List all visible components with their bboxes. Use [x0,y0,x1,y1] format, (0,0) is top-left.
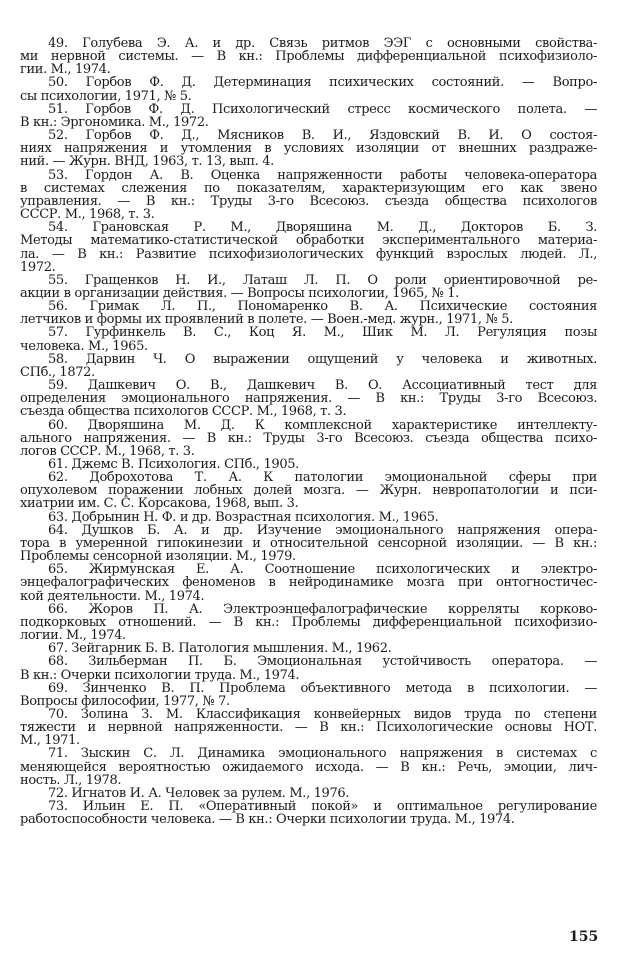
reference-line: 52. Горбов Ф. Д., Мясников В. И., Яздовский В. И. О состоя- [48,129,597,143]
reference-entry-60 [20,419,597,458]
reference-line: 62. Доброхотова Т. А. К патологии эмоциональной сферы при [48,471,597,485]
reference-line: акции в организации действия. — Вопросы психологии, 1965, № 1. [20,286,459,301]
reference-line: тора в умеренной гипокинезии и относительной сенсорной изоляции. — В кн.: [20,536,597,551]
reference-line: СПб., 1872. [20,365,95,380]
reference-line: логии. М., 1974. [20,629,126,643]
reference-line: 70. Золина З. М. Классификация конвейерных видов труда по степени [48,707,597,722]
reference-line: ниях напряжения и утомления в условиях изоляции от внешних раздраже- [20,142,597,156]
reference-line: 50. Горбов Ф. Д. Детерминация психических состояний. — Вопро- [48,76,597,90]
reference-entry-50 [20,76,597,102]
reference-line: 66. Жоров П. А. Электроэнцефалографические корреляты корково- [48,602,597,616]
reference-entry-65 [20,563,597,602]
reference-line: 60. Дворяшина М. Д. К комплексной характеристике интеллекту- [48,418,597,432]
reference-line: Проблемы сенсорной изоляции. М., 1979. [20,550,296,564]
reference-line: энцефалографических феноменов в нейродинамике мозга при онтогностичес- [20,576,597,590]
reference-line: 56. Гримак Л. П., Пономаренко В. А. Психические состояния [48,300,597,314]
reference-entry-64 [20,524,597,563]
reference-entry-69 [20,682,597,708]
reference-line: съезда общества психологов СССР. М., 1968, т. 3. [20,405,347,419]
reference-line: 68. Зильберман П. Б. Эмоциональная устойчивость оператора. — [48,655,597,669]
reference-line: 59. Дашкевич О. В., Дашкевич В. О. Ассоциативный тест для [48,379,597,393]
reference-entry-56 [20,300,597,326]
reference-entry-51 [20,103,597,129]
reference-entry-52 [20,129,597,168]
reference-entry-63 [20,511,597,524]
reference-line: хиатрии им. С. С. Корсакова, 1968, вып. 3. [20,497,299,511]
reference-entry-58 [20,353,597,379]
reference-line: опухолевом поражении лобных долей мозга. — Журн. невропатологии и пси- [20,484,597,498]
reference-entry-66 [20,603,597,642]
reference-entry-67 [20,642,597,655]
reference-line: 49. Голубева Э. А. и др. Связь ритмов ЭЭГ с основными свойства- [48,37,597,51]
reference-line: человека. М., 1965. [20,339,148,353]
reference-line: определения эмоционального напряжения. — В кн.: Труды 3-го Всесоюз. [20,392,597,406]
reference-list [20,37,597,826]
reference-line: сы психологии, 1971, № 5. [20,89,192,103]
reference-line: 69. Зинченко В. П. Проблема объективного метода в психологии. — [48,681,597,695]
reference-line: СССР. М., 1968, т. 3. [20,208,155,222]
reference-line: 61. Джемс В. Психология. СПб., 1905. [48,458,299,472]
reference-line: 57. Гурфинкель В. С., Коц Я. М., Шик М. Л. Регуляция позы [48,326,597,340]
reference-line: ла. — В кн.: Развитие психофизиологических функций взрослых людей. Л., [20,247,597,261]
reference-line: Вопросы философии, 1977, № 7. [20,694,230,708]
reference-entry-70 [20,708,597,747]
reference-line: 53. Гордон А. В. Оценка напряженности работы человека-оператора [48,168,597,182]
reference-entry-57 [20,326,597,352]
reference-line: меняющейся вероятностью ожидаемого исхода. — В кн.: Речь, эмоции, лич- [20,760,597,774]
reference-line: 64. Душков Б. А. и др. Изучение эмоционального напряжения опера- [48,523,597,537]
reference-entry-54 [20,221,597,274]
reference-line: Методы математико-статистической обработки экспериментального материа- [20,234,597,248]
reference-entry-61 [20,458,597,471]
reference-line: 51. Горбов Ф. Д. Психологический стресс космического полета. — [48,102,597,116]
reference-line: управления. — В кн.: Труды 3-го Всесоюз. съезда общества психологов [20,194,597,209]
reference-line: 65. Жирмунская Е. А. Соотношение психологических и электро- [48,563,597,577]
reference-line: ми нервной системы. — В кн.: Проблемы дифференциальной психофизиоло- [20,50,597,64]
reference-entry-68 [20,655,597,681]
reference-line: подкорковых отношений. — В кн.: Проблемы дифференциальной психофизио- [20,615,597,630]
reference-line: в системах слежения по показателям, характеризующим его как звено [20,181,597,195]
reference-line: ального напряжения. — В кн.: Труды 3-го Всесоюз. съезда общества психо- [20,431,597,445]
reference-line: ний. — Журн. ВНД, 1963, т. 13, вып. 4. [20,155,274,169]
reference-entry-72 [20,787,597,800]
reference-line: В кн.: Очерки психологии труда. М., 1974. [20,668,300,682]
reference-line: 58. Дарвин Ч. О выражении ощущений у человека и животных. [48,352,597,366]
page-number: 155 [569,929,599,945]
reference-line: кой деятельности. М., 1974. [20,589,205,603]
reference-entry-71 [20,747,597,786]
reference-entry-73 [20,800,597,826]
reference-line: гии. М., 1974. [20,63,111,77]
reference-line: логов СССР. М., 1968, т. 3. [20,444,195,458]
reference-line: 72. Игнатов И. А. Человек за рулем. М., 1976. [48,786,350,801]
reference-entry-59 [20,379,597,418]
reference-line: 54. Грановская Р. М., Дворяшина М. Д., Докторов Б. З. [48,221,597,235]
reference-line: ность. Л., 1978. [20,773,122,787]
reference-line: 55. Гращенков Н. И., Латаш Л. П. О роли ориентировочной ре- [48,273,597,287]
reference-entry-49 [20,37,597,76]
reference-line: летчиков и формы их проявлений в полете. — Воен.-мед. журн., 1971, № 5. [20,313,513,327]
reference-line: тяжести и нервной напряженности. — В кн.: Психологические основы НОТ. [20,721,597,735]
reference-line: работоспособности человека. — В кн.: Очерки психологии труда. М., 1974. [20,813,515,827]
reference-entry-62 [20,471,597,510]
reference-line: В кн.: Эргономика. М., 1972. [20,115,209,130]
reference-entry-53 [20,169,597,222]
reference-entry-55 [20,274,597,300]
reference-line: 71. Зыскин С. Л. Динамика эмоционального напряжения в системах с [48,747,597,761]
reference-line: 67. Зейгарник Б. В. Патология мышления. М., 1962. [48,642,392,656]
reference-line: 1972. [20,260,56,274]
reference-line: 63. Добрынин Н. Ф. и др. Возрастная психология. М., 1965. [48,510,439,524]
reference-line: М., 1971. [20,734,80,748]
reference-line: 73. Ильин Е. П. «Оперативный покой» и оптимальное регулирование [48,800,597,814]
